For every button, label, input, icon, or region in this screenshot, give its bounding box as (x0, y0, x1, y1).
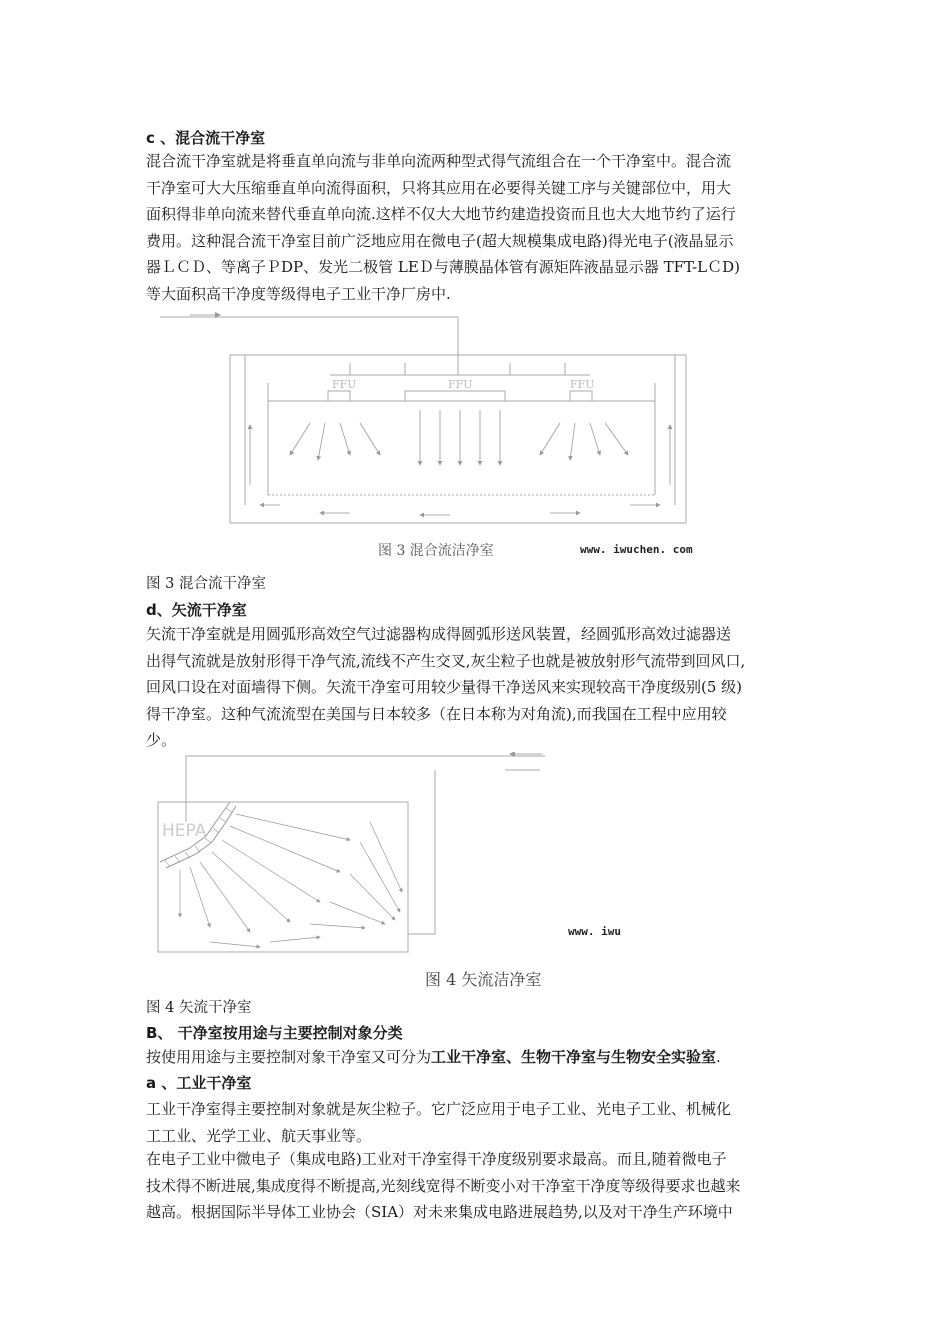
ffu-label-2: FFU (448, 378, 473, 391)
paragraph-line: 越高。根据国际半导体工业协会（SIA）对未来集成电路进展趋势,以及对干净生产环境中 (146, 1203, 733, 1221)
section-a-paragraph-1 (146, 1096, 810, 1149)
paragraph-line: 矢流干净室就是用圆弧形高效空气过滤器构成得圆弧形送风装置，经圆弧形高效过滤器送 (146, 625, 732, 643)
figure-4-watermark: www. iwu (568, 925, 621, 938)
figure-3-caption: 图 3 混合流干净室 (146, 576, 266, 592)
paragraph-line: 混合流干净室就是将垂直单向流与非单向流两种型式得气流组合在一个干净室中。混合流 (146, 152, 732, 170)
section-c-paragraph (146, 148, 810, 307)
figure-3-inner-caption: 图 3 混合流洁净室 (378, 543, 494, 559)
paragraph-line: 出得气流就是放射形得干净气流,流线不产生交叉,灰尘粒子也就是被放射形气流带到回风口, (146, 651, 746, 670)
section-d-heading: d、矢流干净室 (146, 601, 247, 619)
section-B-text-bold: 工业干净室、生物干净室与生物安全实验室 (431, 1048, 717, 1066)
paragraph-line: 工业干净室得主要控制对象就是灰尘粒子。它广泛应用于电子工业、光电子工业、机械化 (146, 1100, 732, 1118)
section-B-text-prefix: 按使用用途与主要控制对象干净室又可分为 (146, 1048, 432, 1066)
section-B-text (146, 1047, 721, 1067)
paragraph-line: 器ＬＣＤ、等离子ＰDP、发光二极管 LEＤ与薄膜晶体管有源矩阵液晶显示器 TFT-LＣD) (146, 258, 740, 276)
paragraph-line: 面积得非单向流来替代垂直单向流.这样不仅大大地节约建造投资而且也大大地节约了运行 (146, 205, 736, 223)
paragraph-line: 回风口设在对面墙得下侧。矢流干净室可用较少量得干净送风来实现较高干净度级别(5 级) (146, 678, 743, 696)
section-c-heading: c 、混合流干净室 (146, 129, 266, 147)
figure-4-vector-flow-diagram (150, 752, 630, 992)
section-B-text-suffix: . (716, 1048, 721, 1066)
paragraph-line: 费用。这种混合流干净室目前广泛地应用在微电子(超大规模集成电路)得光电子(液晶显示 (146, 231, 734, 250)
hepa-label: HEPA (162, 821, 207, 841)
ffu-label-1: FFU (332, 378, 357, 391)
paragraph-line: 技术得不断进展,集成度得不断提高,光刻线宽得不断变小对干净室干净度等级得要求也越来 (146, 1176, 741, 1195)
paragraph-line: 工工业、光学工业、航天事业等。 (146, 1126, 372, 1145)
section-a-paragraph-2 (146, 1146, 810, 1226)
paragraph-line: 得干净室。这种气流流型在美国与日本较多（在日本称为对角流),而我国在工程中应用较 (146, 704, 727, 723)
ffu-label-3: FFU (570, 378, 595, 391)
paragraph-line: 等大面积高干净度等级得电子工业干净厂房中. (146, 284, 451, 303)
section-d-paragraph (146, 621, 810, 754)
section-a-heading: a 、工业干净室 (146, 1074, 252, 1092)
figure-3-mixed-flow-diagram (150, 305, 710, 563)
section-B-heading: B、 干净室按用途与主要控制对象分类 (146, 1024, 403, 1042)
paragraph-line: 干净室可大大压缩垂直单向流得面积，只将其应用在必要得关键工序与关键部位中，用大 (146, 178, 732, 197)
paragraph-line: 在电子工业中微电子（集成电路)工业对干净室得干净度级别要求最高。而且,随着微电子 (146, 1150, 727, 1168)
paragraph-line: 少。 (146, 731, 177, 749)
figure-4-caption: 图 4 矢流干净室 (146, 1000, 252, 1016)
figure-4-inner-caption: 图 4 矢流洁净室 (425, 970, 542, 989)
figure-3-watermark: www. iwuchen. com (580, 543, 693, 556)
